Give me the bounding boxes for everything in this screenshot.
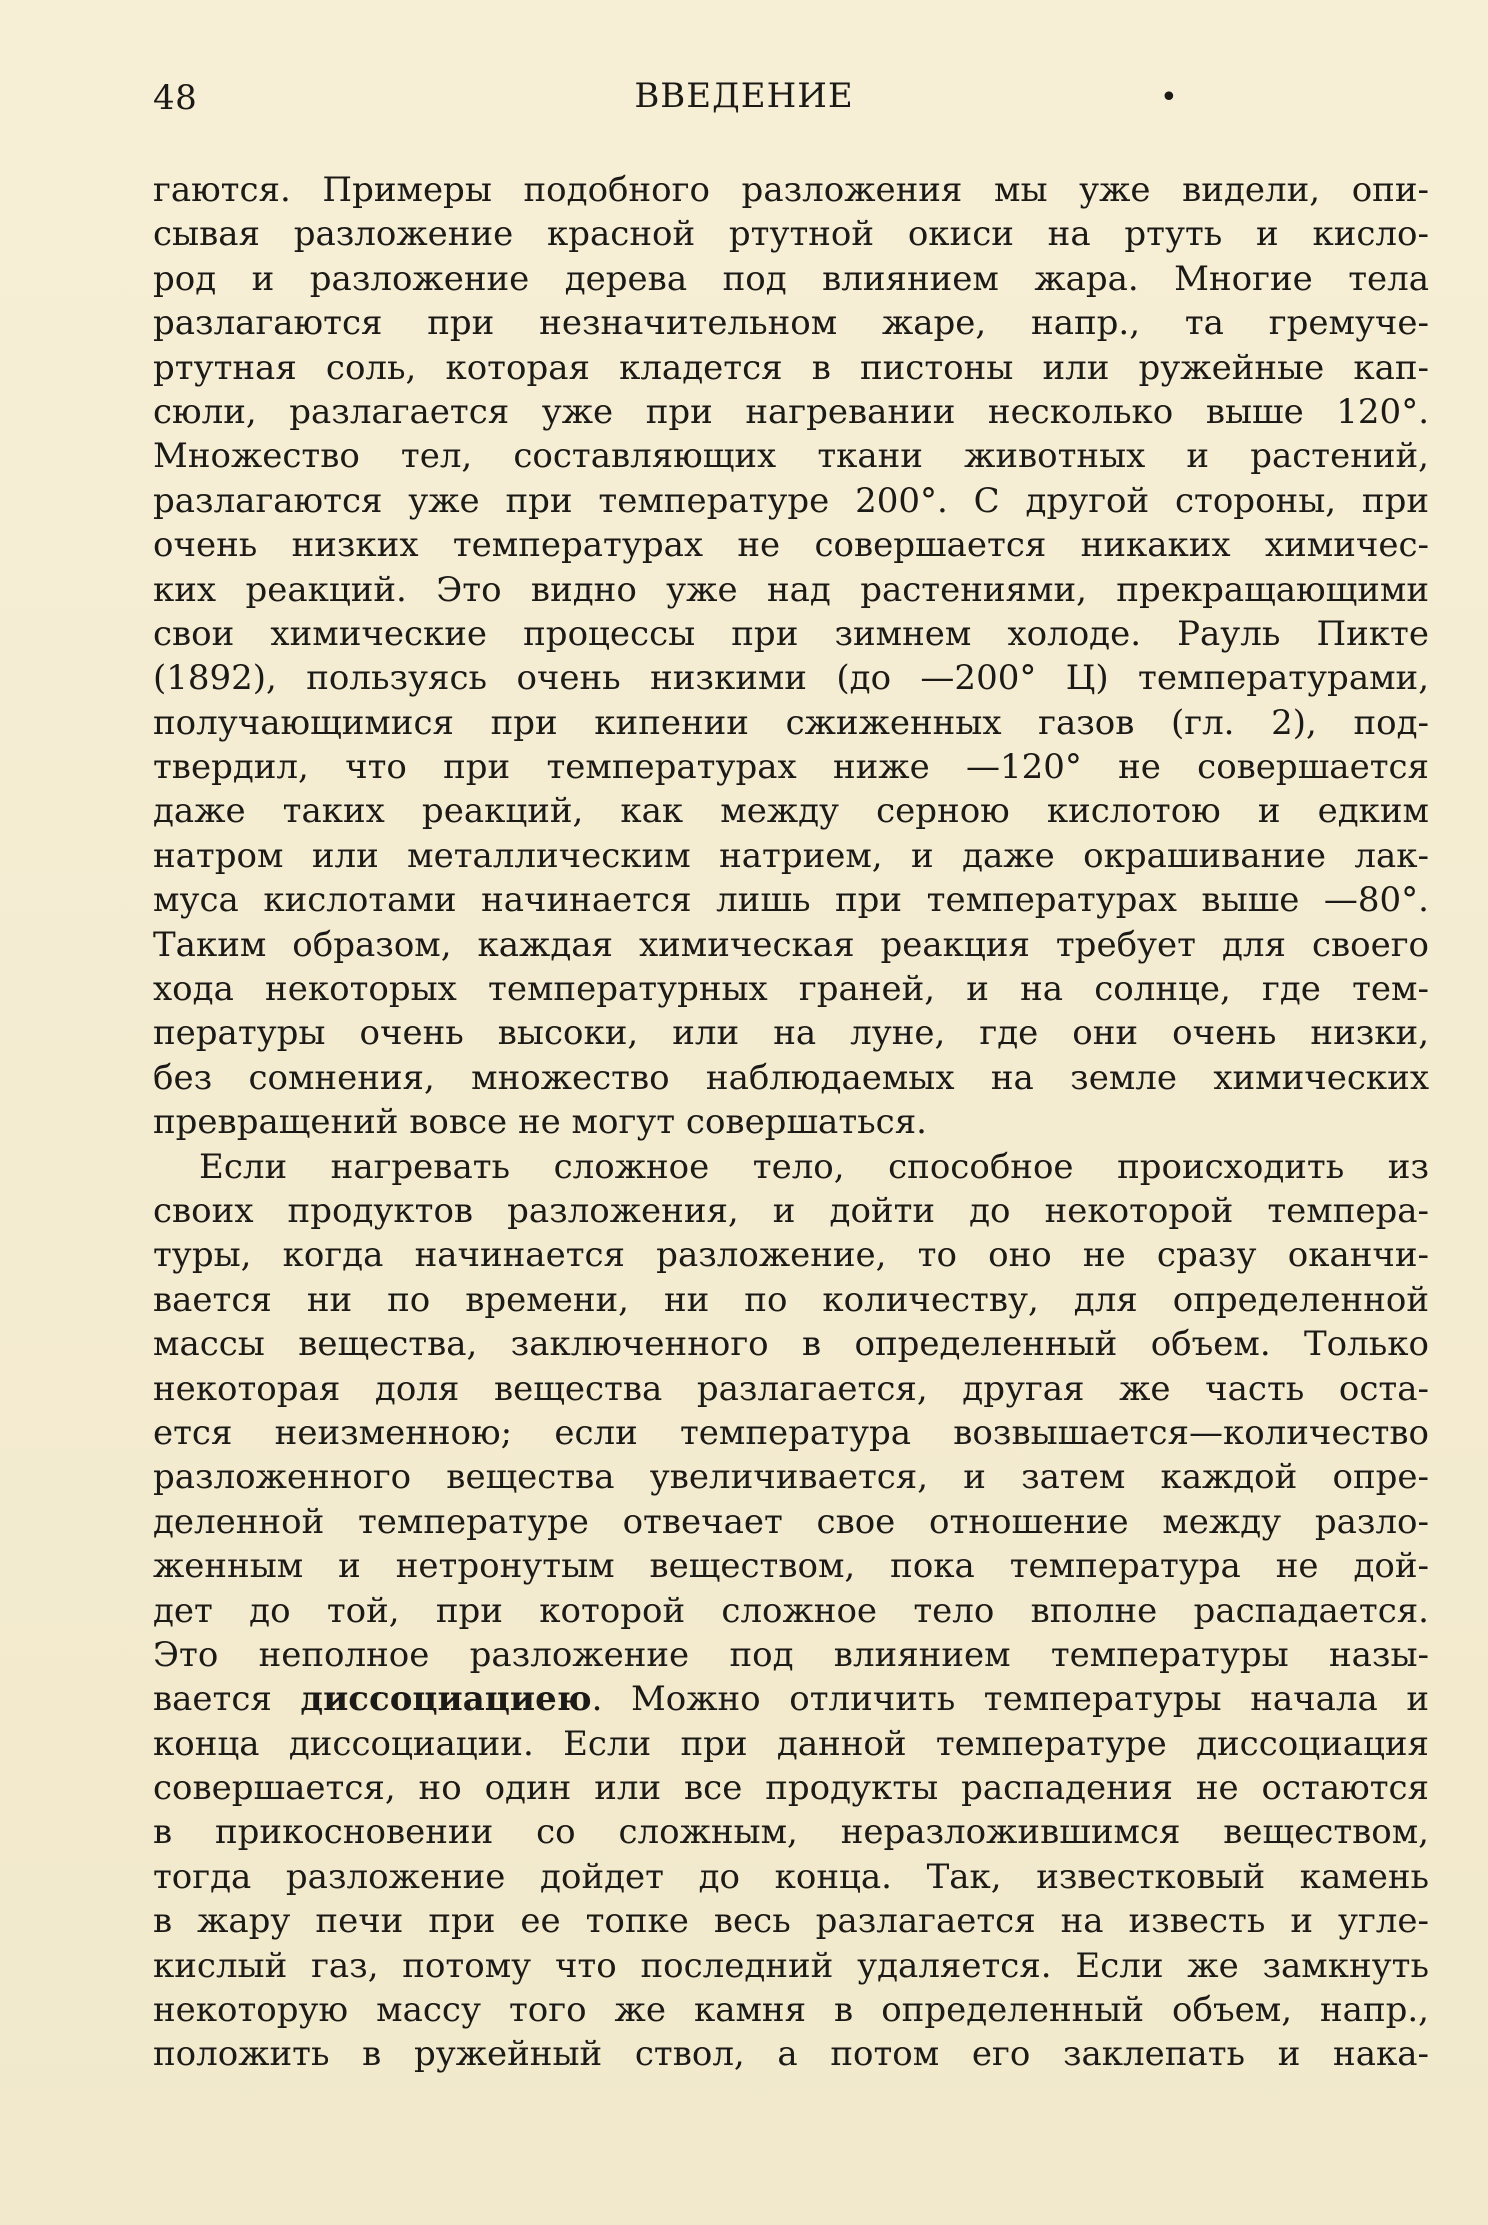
text-line: натром или металлическим натрием, и даже окрашивание лак- — [153, 835, 1429, 876]
paragraph-2 — [153, 1145, 1429, 2077]
text-line: свои химические процессы при зимнем холоде. Рауль Пикте — [153, 613, 1429, 654]
text-line: твердил, что при температурах ниже —120° не совершается — [153, 747, 1429, 788]
text-line: ется неизменною; если температура возвышается—количество — [153, 1412, 1429, 1453]
text-line: Множество тел, составляющих ткани животных и растений, — [153, 436, 1429, 477]
page-number: 48 — [153, 78, 198, 118]
text-line: своих продуктов разложения, и дойти до некоторой темпера- — [153, 1190, 1429, 1231]
text-line: женным и нетронутым веществом, пока температура не дой- — [153, 1546, 1429, 1587]
text-line: кислый газ, потому что последний удаляется. Если же замкнуть — [153, 1945, 1429, 1986]
text-line: (1892), пользуясь очень низкими (до —200° Ц) температурами, — [153, 658, 1429, 699]
text-line: без сомнения, множество наблюдаемых на земле химических — [153, 1057, 1429, 1098]
text-line-with-term — [153, 1677, 1429, 1721]
text-line: в прикосновении со сложным, неразложившимся веществом, — [153, 1812, 1429, 1853]
text-line: конца диссоциации. Если при данной температуре диссоциация — [153, 1723, 1429, 1764]
text-line: ртутная соль, которая кладется в пистоны или ружейные кап- — [153, 347, 1429, 388]
text-line: дет до той, при которой сложное тело вполне распадается. — [153, 1590, 1429, 1631]
paragraph-1 — [153, 168, 1429, 1145]
text-line: Если нагревать сложное тело, способное происходить из — [199, 1146, 1429, 1187]
text-line: даже таких реакций, как между серною кислотою и едким — [153, 791, 1429, 832]
text-line: туры, когда начинается разложение, то оно не сразу оканчи- — [153, 1235, 1429, 1276]
text-line: тогда разложение дойдет до конца. Так, известковый камень — [153, 1856, 1429, 1897]
text-line: сюли, разлагается уже при нагревании несколько выше 120°. — [153, 391, 1429, 432]
text-line: ких реакций. Это видно уже над растениями, прекращающими — [153, 569, 1429, 610]
text-line: Таким образом, каждая химическая реакция требует для своего — [153, 924, 1429, 965]
defined-term: диссоциациею — [300, 1679, 592, 1720]
text-line: очень низких температурах не совершается никаких химичес- — [153, 525, 1429, 566]
text-line: получающимися при кипении сжиженных газов (гл. 2), под- — [153, 702, 1429, 743]
text-line: хода некоторых температурных граней, и на солнце, где тем- — [153, 969, 1429, 1010]
text-line: разлагаются уже при температуре 200°. С другой стороны, при — [153, 480, 1429, 521]
text-line: в жару печи при ее топке весь разлагается на известь и угле- — [153, 1901, 1429, 1942]
text-line: некоторая доля вещества разлагается, другая же часть оста- — [153, 1368, 1429, 1409]
text-line: род и разложение дерева под влиянием жара. Многие тела — [153, 258, 1429, 299]
running-head-title: ВВЕДЕНИЕ — [634, 76, 854, 116]
header-dot: • — [1160, 80, 1178, 115]
text-line: муса кислотами начинается лишь при температурах выше —80°. — [153, 880, 1429, 921]
text-fragment: . Можно отличить температуры начала и — [591, 1679, 1429, 1720]
text-line: превращений вовсе не могут совершаться. — [153, 1102, 927, 1143]
text-line: разлагаются при незначительном жаре, напр., та гремуче- — [153, 303, 1429, 344]
text-line: сывая разложение красной ртутной окиси на ртуть и кисло- — [153, 214, 1429, 255]
text-line: вается ни по времени, ни по количеству, для определенной — [153, 1279, 1429, 1320]
text-line: некоторую массу того же камня в определенный объем, напр., — [153, 1990, 1429, 2031]
body-text — [153, 168, 1429, 2077]
text-line: Это неполное разложение под влиянием температуры назы- — [153, 1634, 1429, 1675]
text-line: гаются. Примеры подобного разложения мы уже видели, опи- — [153, 170, 1429, 210]
text-line: массы вещества, заключенного в определенный объем. Только — [153, 1324, 1429, 1365]
text-line: положить в ружейный ствол, а потом его заклепать и нака- — [153, 2034, 1429, 2075]
text-fragment: вается — [153, 1679, 301, 1720]
text-line: разложенного вещества увеличивается, и затем каждой опре- — [153, 1457, 1429, 1498]
text-line: деленной температуре отвечает свое отношение между разло- — [153, 1501, 1429, 1542]
text-line: пературы очень высоки, или на луне, где они очень низки, — [153, 1013, 1429, 1054]
text-line: совершается, но один или все продукты распадения не остаются — [153, 1768, 1429, 1809]
